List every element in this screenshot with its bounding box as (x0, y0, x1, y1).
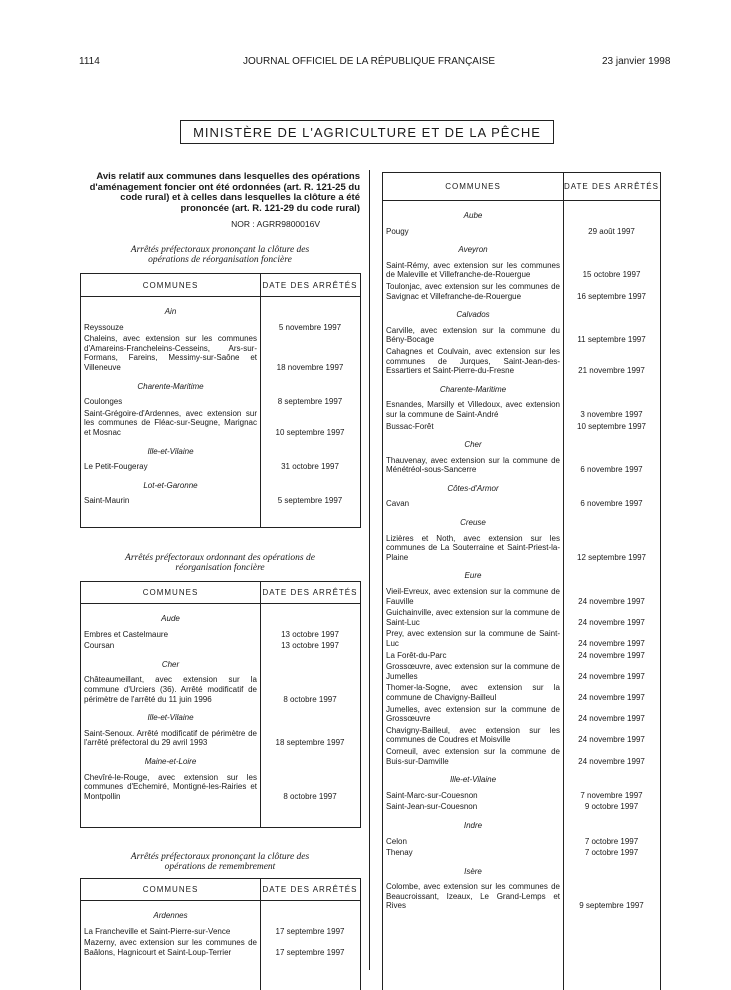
decree-date: 24 novembre 1997 (578, 650, 645, 660)
commune-cell: Mazerny, avec extension sur les communes de Baâlons, Hagnicourt et Saint-Loup-Terrier (84, 938, 257, 957)
date-cell (563, 282, 660, 301)
commune-cell: Chaleins, avec extension sur les communes d'Amareins-Francheleins-Cesseins, Ars-sur-Formans, Fareins, Messimy-sur-Saône et Villeneuve (84, 334, 257, 372)
date-cell (260, 409, 360, 438)
department-heading: Cher (464, 440, 482, 450)
table-closure-remembrement (80, 878, 361, 990)
date-cell (260, 773, 360, 802)
date-cell (563, 347, 660, 376)
communes-header: COMMUNES (142, 280, 199, 290)
table-row (383, 629, 660, 648)
commune-cell: Celon (386, 836, 407, 846)
table-row (383, 347, 660, 376)
section-heading-3: Arrêtés préfectoraux prononçant la clôture des opérations de remembrement (130, 852, 310, 872)
commune-cell: Le Petit-Fougeray (84, 462, 148, 472)
decree-date: 29 août 1997 (588, 226, 635, 236)
decree-date: 16 septembre 1997 (577, 291, 646, 301)
department-heading: Isère (464, 866, 482, 876)
table-row (383, 705, 660, 724)
date-cell (563, 837, 660, 847)
department-heading: Eure (464, 571, 482, 581)
commune-cell: Thenay (386, 848, 413, 858)
table-remembrement-right (382, 172, 661, 990)
date-cell (563, 651, 660, 661)
department-heading: Aude (161, 614, 180, 623)
commune-cell: Reyssouze (84, 322, 124, 332)
date-cell (563, 422, 660, 432)
date-cell (563, 587, 660, 606)
table-row (383, 499, 660, 509)
decree-date: 7 novembre 1997 (580, 790, 643, 800)
table-row (383, 587, 660, 606)
commune-cell: Coursan (84, 641, 115, 651)
decree-date: 5 septembre 1997 (277, 496, 343, 506)
date-cell (260, 927, 360, 937)
commune-cell: Jumelles, avec extension sur la commune de Grossœuvre (386, 704, 560, 724)
date-cell (563, 400, 660, 419)
date-cell (563, 534, 660, 563)
decree-date: 7 octobre 1997 (584, 836, 639, 846)
column-divider (369, 170, 370, 970)
table-row (81, 927, 360, 937)
decree-date: 24 novembre 1997 (578, 735, 645, 745)
decree-date: 8 octobre 1997 (283, 791, 337, 801)
decree-date: 18 novembre 1997 (276, 362, 344, 372)
decree-date: 24 novembre 1997 (578, 639, 645, 648)
table-row (81, 462, 360, 472)
decree-date: 24 novembre 1997 (578, 714, 645, 724)
date-header: DATE DES ARRÊTÉS (262, 885, 358, 894)
department-heading: Charente-Maritime (439, 384, 507, 394)
commune-cell: Châteaumeillant, avec extension sur la commune d'Urciers (36). Arrêté modificatif de périmètre de l'arrêté du 11 juin 1996 (84, 675, 257, 704)
department-heading: Ille-et-Vilaine (147, 713, 194, 723)
table-row (383, 848, 660, 858)
decree-date: 17 septembre 1997 (275, 926, 345, 936)
table-row (383, 422, 660, 432)
table-row (81, 630, 360, 640)
table-body (81, 604, 360, 801)
commune-cell: Bussac-Forêt (386, 421, 434, 431)
date-cell (260, 496, 360, 506)
commune-cell: Colombe, avec extension sur les communes de Beaucroissant, Izeaux, Le Grand-Lemps et Rives (386, 882, 560, 911)
table-header (81, 274, 360, 297)
date-cell (260, 641, 360, 651)
decree-date: 11 septembre 1997 (577, 335, 646, 345)
department-heading: Côtes-d'Armor (447, 483, 499, 493)
decree-date: 8 octobre 1997 (283, 694, 337, 704)
table-row (383, 608, 660, 627)
nor-reference: NOR : AGRR9800016V (231, 219, 320, 229)
table-row (383, 326, 660, 345)
commune-cell: Lizières et Noth, avec extension sur les communes de La Souterraine et Saint-Priest-la-Plaine (386, 533, 560, 562)
department-heading: Indre (463, 820, 483, 830)
decree-date: 5 novembre 1997 (278, 322, 342, 332)
date-cell (563, 499, 660, 509)
table-row (383, 882, 660, 911)
commune-cell: Cavan (386, 499, 410, 509)
decree-date: 3 novembre 1997 (580, 409, 643, 419)
date-cell (260, 729, 360, 748)
decree-date: 24 novembre 1997 (578, 671, 645, 681)
date-cell (563, 261, 660, 280)
communes-header: COMMUNES (142, 588, 199, 597)
commune-cell: Toulonjac, avec extension sur les communes de Savignac et Villefranche-de-Rouergue (386, 281, 560, 301)
commune-cell: Pougy (386, 226, 409, 236)
section-heading-1: Arrêtés préfectoraux prononçant la clôture des opérations de réorganisation foncière (130, 245, 310, 265)
commune-cell: Esnandes, Marsilly et Villedoux, avec extension sur la commune de Saint-André (386, 400, 560, 419)
table-row (383, 651, 660, 661)
decree-date: 24 novembre 1997 (578, 756, 645, 766)
date-header: DATE DES ARRÊTÉS (564, 182, 659, 191)
table-row (81, 729, 360, 748)
table-header (81, 582, 360, 604)
department-heading: Charente-Maritime (137, 381, 204, 391)
decree-date: 6 novembre 1997 (580, 465, 643, 475)
commune-cell: Prey, avec extension sur la commune de Saint-Luc (386, 629, 560, 648)
ministry-box (180, 120, 554, 144)
date-cell (563, 662, 660, 681)
section-heading-2: Arrêtés préfectoraux ordonnant des opérations de réorganisation foncière (125, 553, 315, 573)
commune-cell: La Francheville et Saint-Pierre-sur-Vence (84, 926, 231, 936)
commune-cell: Cahagnes et Coulvain, avec extension sur les communes de Jurques, Saint-Jean-des-Essartiers et Saint-Pierre-du-Fresne (386, 346, 560, 376)
commune-cell: Saint-Senoux. Arrêté modificatif de périmètre de l'arrêté préfectoral du 29 avril 1993 (84, 728, 257, 748)
date-cell (563, 882, 660, 911)
table-row (81, 409, 360, 438)
date-cell (260, 630, 360, 640)
page-number: 1114 (79, 56, 100, 67)
decree-date: 10 septembre 1997 (577, 421, 646, 431)
decree-date: 7 octobre 1997 (584, 848, 639, 858)
department-heading: Ille-et-Vilaine (147, 446, 194, 456)
department-heading: Calvados (456, 310, 490, 320)
decree-date: 9 octobre 1997 (584, 802, 639, 812)
table-row (383, 534, 660, 563)
commune-cell: Coulonges (84, 397, 123, 407)
decree-date: 24 novembre 1997 (578, 617, 645, 627)
department-heading: Ardennes (153, 911, 188, 920)
decree-date: 13 octobre 1997 (281, 641, 339, 651)
department-heading: Creuse (460, 518, 486, 528)
department-heading: Aube (463, 211, 483, 220)
table-body (81, 901, 360, 957)
commune-cell: Guichainville, avec extension sur la commune de Saint-Luc (386, 608, 560, 627)
date-cell (563, 802, 660, 812)
commune-cell: Carville, avec extension sur la commune du Bény-Bocage (386, 325, 560, 345)
decree-date: 24 novembre 1997 (578, 596, 645, 606)
table-row (383, 662, 660, 681)
commune-cell: Grossœuvre, avec extension sur la commune de Jumelles (386, 662, 560, 681)
table-row (383, 282, 660, 301)
table-row (81, 675, 360, 704)
table-header (81, 879, 360, 901)
date-cell (260, 334, 360, 372)
department-heading: Cher (161, 659, 180, 669)
table-row (81, 641, 360, 651)
commune-cell: Saint-Maurin (84, 496, 130, 506)
date-cell (260, 675, 360, 704)
decree-date: 10 septembre 1997 (275, 427, 345, 437)
date-header: DATE DES ARRÊTÉS (262, 280, 358, 290)
table-row (81, 334, 360, 372)
issue-date: 23 janvier 1998 (602, 56, 671, 67)
commune-cell: Chevîré-le-Rouge, avec extension sur les communes d'Echemiré, Montigné-les-Rairies et Montpollin (84, 772, 257, 801)
commune-cell: La Forêt-du-Parc (386, 650, 447, 660)
decree-date: 8 septembre 1997 (277, 397, 343, 407)
decree-date: 24 novembre 1997 (578, 692, 645, 702)
table-body (383, 201, 660, 911)
decree-date: 18 septembre 1997 (275, 738, 345, 748)
table-closure-reorganisation (80, 273, 361, 528)
commune-cell: Thomer-la-Sogne, avec extension sur la commune de Chavigny-Bailleul (386, 683, 560, 702)
department-heading: Maine-et-Loire (144, 756, 197, 766)
decree-date: 12 septembre 1997 (577, 552, 646, 562)
table-row (81, 938, 360, 957)
date-cell (563, 791, 660, 801)
department-heading: Aveyron (458, 245, 488, 255)
table-body (81, 297, 360, 506)
journal-title: JOURNAL OFFICIEL DE LA RÉPUBLIQUE FRANÇAISE (243, 56, 496, 67)
date-header: DATE DES ARRÊTÉS (262, 588, 358, 597)
date-cell (260, 397, 360, 407)
table-row (383, 837, 660, 847)
date-cell (563, 848, 660, 858)
table-row (383, 802, 660, 812)
department-heading: Ain (164, 307, 177, 316)
date-cell (563, 608, 660, 627)
table-row (383, 747, 660, 766)
commune-cell: Saint-Jean-sur-Couesnon (386, 802, 478, 812)
department-heading: Lot-et-Garonne (143, 480, 198, 490)
decree-date: 31 octobre 1997 (281, 462, 339, 472)
table-header (383, 173, 660, 201)
date-cell (563, 456, 660, 475)
table-row (383, 456, 660, 475)
date-cell (563, 705, 660, 724)
decree-date: 9 septembre 1997 (579, 901, 644, 911)
commune-cell: Thauvenay, avec extension sur la commune de Ménétréol-sous-Sancerre (386, 455, 560, 475)
table-row (383, 726, 660, 745)
date-cell (260, 462, 360, 472)
ministry-title: MINISTÈRE DE L'AGRICULTURE ET DE LA PÊCHE (193, 124, 541, 140)
date-cell (563, 629, 660, 648)
table-row (81, 323, 360, 333)
table-row (383, 400, 660, 419)
date-cell (260, 323, 360, 333)
date-cell (563, 747, 660, 766)
decree-date: 17 septembre 1997 (275, 947, 345, 957)
commune-cell: Saint-Marc-sur-Couesnon (386, 790, 478, 800)
decree-date: 13 octobre 1997 (281, 629, 339, 639)
decree-date: 6 novembre 1997 (580, 499, 643, 509)
notice-title: Avis relatif aux communes dans lesquelles des opérations d'aménagement foncier ont été ordonnées (art. R. 121-25 du code rural) et à celles dans lesquelles la clôture a été prononcée (art. R. 121-29 du code rural) (89, 171, 360, 214)
table-row (81, 496, 360, 506)
communes-header: COMMUNES (142, 885, 199, 894)
date-cell (563, 227, 660, 237)
decree-date: 15 octobre 1997 (582, 270, 641, 280)
commune-cell: Vieil-Evreux, avec extension sur la commune de Fauville (386, 587, 560, 606)
date-cell (563, 326, 660, 345)
date-cell (563, 726, 660, 745)
decree-date: 21 novembre 1997 (578, 366, 645, 376)
commune-cell: Saint-Grégoire-d'Ardennes, avec extension sur les communes de Fléac-sur-Seugne, Marignac et Mosnac (84, 408, 257, 437)
table-row (383, 227, 660, 237)
table-row (383, 261, 660, 280)
table-row (81, 773, 360, 802)
commune-cell: Saint-Rémy, avec extension sur les communes de Maleville et Villefranche-de-Rouergue (386, 260, 560, 280)
communes-header: COMMUNES (445, 182, 501, 191)
commune-cell: Corneuil, avec extension sur la commune de Buis-sur-Damville (386, 746, 560, 766)
table-row (383, 683, 660, 702)
table-row (383, 791, 660, 801)
table-row (81, 397, 360, 407)
table-ordering-reorganisation (80, 581, 361, 828)
department-heading: Ille-et-Vilaine (449, 775, 497, 785)
commune-cell: Chavigny-Bailleul, avec extension sur les communes de Coudres et Moisville (386, 725, 560, 745)
date-cell (563, 683, 660, 702)
date-cell (260, 938, 360, 957)
commune-cell: Embres et Castelmaure (84, 629, 169, 639)
